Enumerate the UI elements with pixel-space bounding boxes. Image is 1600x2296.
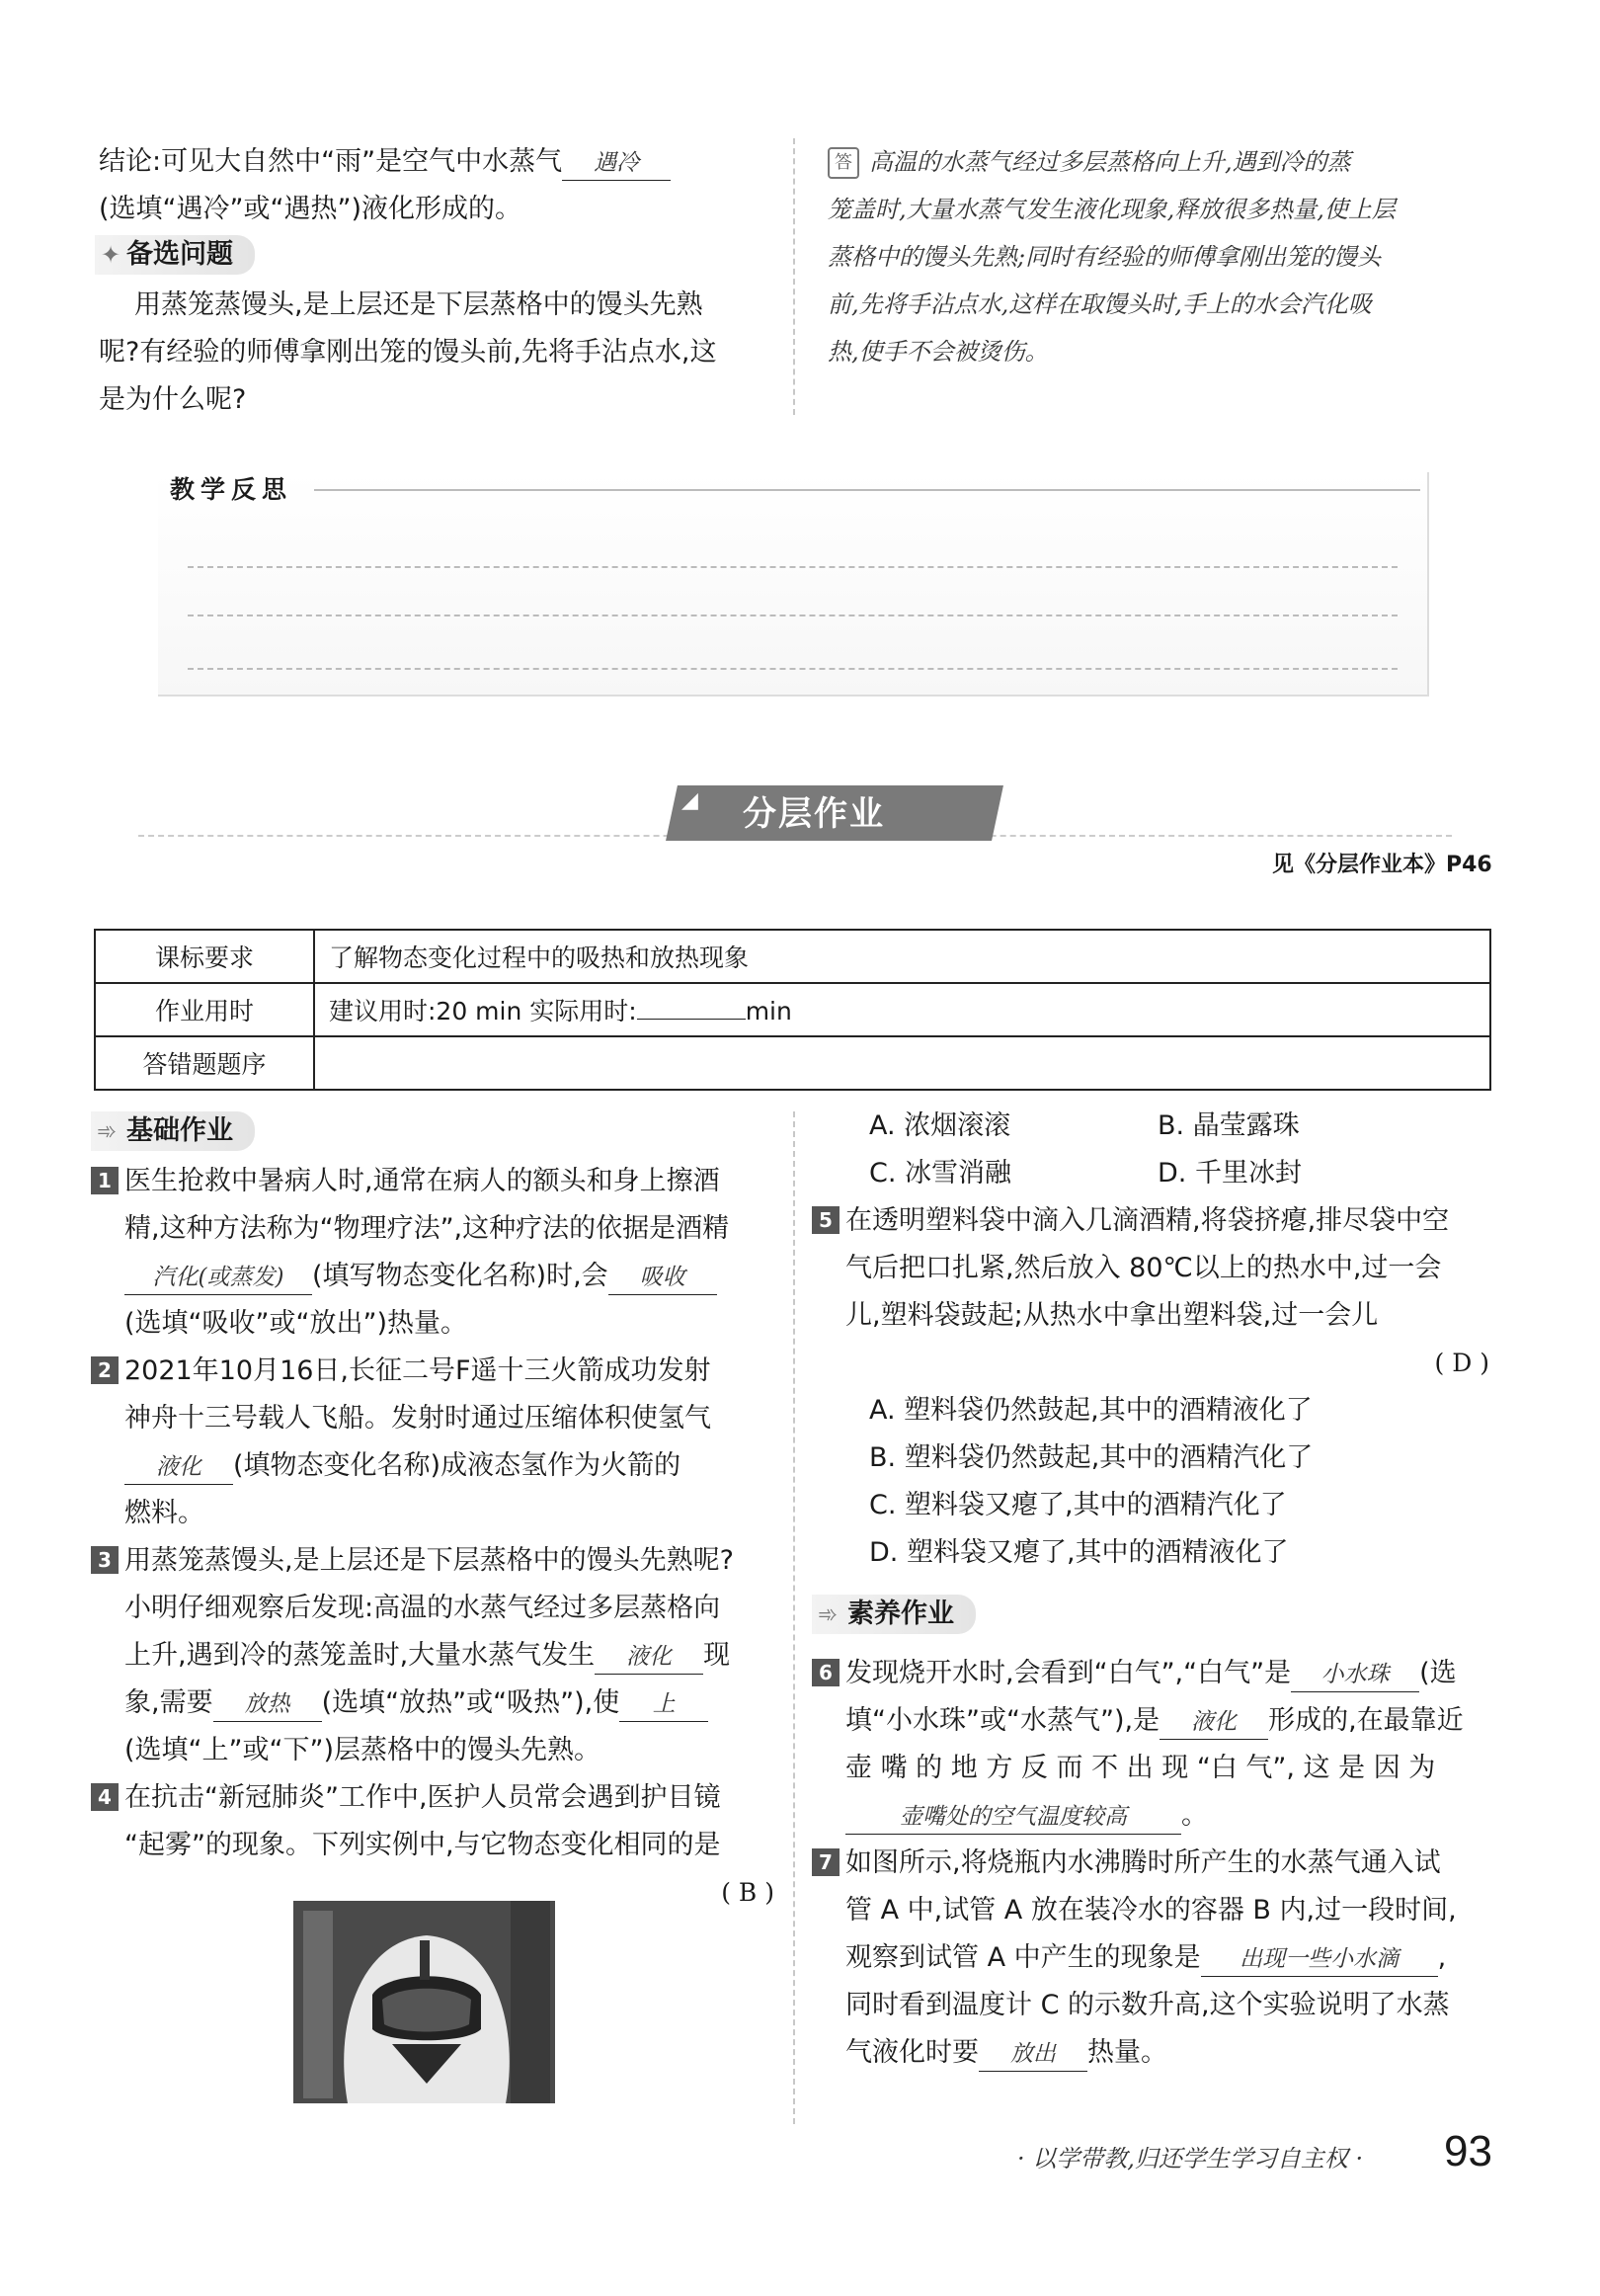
banner-icon: ◢ <box>681 788 698 813</box>
arrow-icon: ➾ <box>97 1117 118 1145</box>
diamond-icon: ✦ <box>101 241 121 269</box>
q4-option-d: D. 千里冰封 <box>1158 1158 1302 1189</box>
table-value-time: 建议用时:20 min 实际用时: min <box>314 983 1490 1036</box>
footer-motto: · 以学带教,归还学生学习自主权 · <box>1017 2145 1364 2173</box>
question-5: 5 在透明塑料袋中滴入几滴酒精,将袋挤瘪,排尽袋中空 气后把口扎紧,然后放入 80℃以上的热水中,过一会 儿,塑料袋鼓起;从热水中拿出塑料袋,过一会儿 ( D ) A. 塑料袋仍然鼓起,其中的酒精液化了 B. 塑料袋仍然鼓起,其中的酒精汽化了 C. 塑料袋又瘪了,其中的酒精汽化了 D. 塑料袋又瘪了,其中的酒精液化了 <box>812 1197 1503 1577</box>
q2-blank-1: 液化 <box>124 1450 233 1485</box>
answer-block: 答 高温的水蒸气经过多层蒸格向上升,遇到冷的蒸 笼盖时,大量水蒸气发生液化现象,释放很多热量,使上层 蒸格中的馒头先熟;同时有经验的师傅拿刚出笼的馒头 前,先将手沾点水,这样在取馒头时,手上的水会汽化吸 热,使手不会被烫伤。 <box>828 148 1396 366</box>
q5-option-d: D. 塑料袋又瘪了,其中的酒精液化了 <box>869 1537 1289 1568</box>
q3-blank-3: 上 <box>619 1687 708 1722</box>
reflection-rule <box>314 489 1420 491</box>
conclusion-blank: 遇冷 <box>562 146 671 181</box>
reflection-line-1[interactable] <box>188 566 1398 568</box>
basic-tag: ➾ 基础作业 <box>91 1111 255 1151</box>
q5-option-a: A. 塑料袋仍然鼓起,其中的酒精液化了 <box>869 1395 1313 1426</box>
reflection-box <box>158 472 1429 697</box>
q6-blank-2: 液化 <box>1160 1705 1268 1740</box>
q5-option-c: C. 塑料袋又瘪了,其中的酒精汽化了 <box>869 1490 1287 1520</box>
q5-option-b: B. 塑料袋仍然鼓起,其中的酒精汽化了 <box>869 1442 1314 1473</box>
q6-blank-1: 小水珠 <box>1291 1658 1419 1692</box>
table-value-standard: 了解物态变化过程中的吸热和放热现象 <box>314 930 1490 983</box>
alt-question-line-1: 用蒸笼蒸馒头,是上层还是下层蒸格中的馒头先熟 <box>134 289 703 320</box>
info-table <box>94 929 1491 1091</box>
arrow-icon: ➾ <box>818 1600 839 1628</box>
q3-blank-2: 放热 <box>213 1687 322 1722</box>
goggles-photo <box>293 1901 555 2103</box>
page-number: 93 <box>1444 2127 1492 2175</box>
table-label-standard: 课标要求 <box>95 930 314 983</box>
q5-answer: ( D ) <box>1434 1349 1489 1377</box>
q1-blank-1: 汽化(或蒸发) <box>124 1261 312 1295</box>
conclusion-line-2: (选填“遇冷”或“遇热”)液化形成的。 <box>99 194 522 224</box>
q4-option-b: B. 晶莹露珠 <box>1158 1110 1300 1141</box>
alt-question-line-3: 是为什么呢? <box>99 384 247 415</box>
reflection-line-3[interactable] <box>188 668 1398 670</box>
question-1: 1 医生抢救中暑病人时,通常在病人的额头和身上擦酒 精,这种方法称为“物理疗法”,这种疗法的依据是酒精 汽化(或蒸发) (填写物态变化名称)时,会 吸收 (选填“吸收”或“放出”)热量。 <box>91 1158 782 1348</box>
question-7: 7 如图所示,将烧瓶内水沸腾时所产生的水蒸气通入试 管 A 中,试管 A 放在装冷水的容器 B 内,过一段时间, 观察到试管 A 中产生的现象是 出现一些小水滴 , 同时看到温度计 C 的示数升高,这个实验说明了水蒸 气液化时要 放出 热量。 <box>812 1840 1503 2077</box>
question-6: 6 发现烧开水时,会看到“白气”,“白气”是 小水珠 (选 填“小水珠”或“水蒸气”),是 液化 形成的,在最靠近 壶 嘴 的 地 方 反 而 不 出 现 “白 气”, 这 是 因 为 壶嘴处的空气温度较高 。 <box>812 1650 1503 1840</box>
table-label-wrong: 答错题题序 <box>95 1036 314 1090</box>
q4-answer: ( B ) <box>721 1878 774 1907</box>
column-divider-top <box>793 138 795 415</box>
quality-tag: ➾ 素养作业 <box>812 1595 976 1634</box>
reflection-title: 教学反思 <box>170 475 293 504</box>
q4-option-a: A. 浓烟滚滚 <box>869 1110 1011 1141</box>
q3-blank-1: 液化 <box>595 1640 703 1675</box>
q4-option-c: C. 冰雪消融 <box>869 1158 1012 1189</box>
banner-title: 分层作业 <box>743 794 885 834</box>
column-divider-bottom <box>793 1111 795 2124</box>
question-4: 4 在抗击“新冠肺炎”工作中,医护人员常会遇到护目镜 “起雾”的现象。下列实例中,与它物态变化相同的是 ( B ) <box>91 1774 782 1917</box>
q6-blank-3: 壶嘴处的空气温度较高 <box>845 1800 1181 1835</box>
q7-blank-2: 放出 <box>979 2037 1087 2072</box>
question-2: 2 2021年10月16日,长征二号F遥十三火箭成功发射 神舟十三号载人飞船。发射时通过压缩体积使氢气 液化 (填物态变化名称)成液态氢作为火箭的 燃料。 <box>91 1348 782 1537</box>
q1-blank-2: 吸收 <box>608 1261 717 1295</box>
alt-question-tag: ✦ 备选问题 <box>95 235 255 275</box>
answer-icon: 答 <box>828 147 859 179</box>
q7-blank-1: 出现一些小水滴 <box>1201 1942 1438 1977</box>
question-3: 3 用蒸笼蒸馒头,是上层还是下层蒸格中的馒头先熟呢? 小明仔细观察后发现:高温的水蒸气经过多层蒸格向 上升,遇到冷的蒸笼盖时,大量水蒸气发生 液化 现 象,需要 放热 (选填“放热”或“吸热”),使 上 (选填“上”或“下”)层蒸格中的馒头先熟。 <box>91 1537 782 1774</box>
table-label-time: 作业用时 <box>95 983 314 1036</box>
reflection-line-2[interactable] <box>188 615 1398 616</box>
workbook-reference: 见《分层作业本》P46 <box>1272 853 1492 877</box>
conclusion: 结论:可见大自然中“雨”是空气中水蒸气 遇冷 <box>99 138 790 186</box>
alt-question-line-2: 呢?有经验的师傅拿刚出笼的馒头前,先将手沾点水,这 <box>99 337 717 368</box>
table-value-wrong[interactable] <box>314 1036 1490 1090</box>
actual-time-blank[interactable] <box>637 1019 746 1020</box>
